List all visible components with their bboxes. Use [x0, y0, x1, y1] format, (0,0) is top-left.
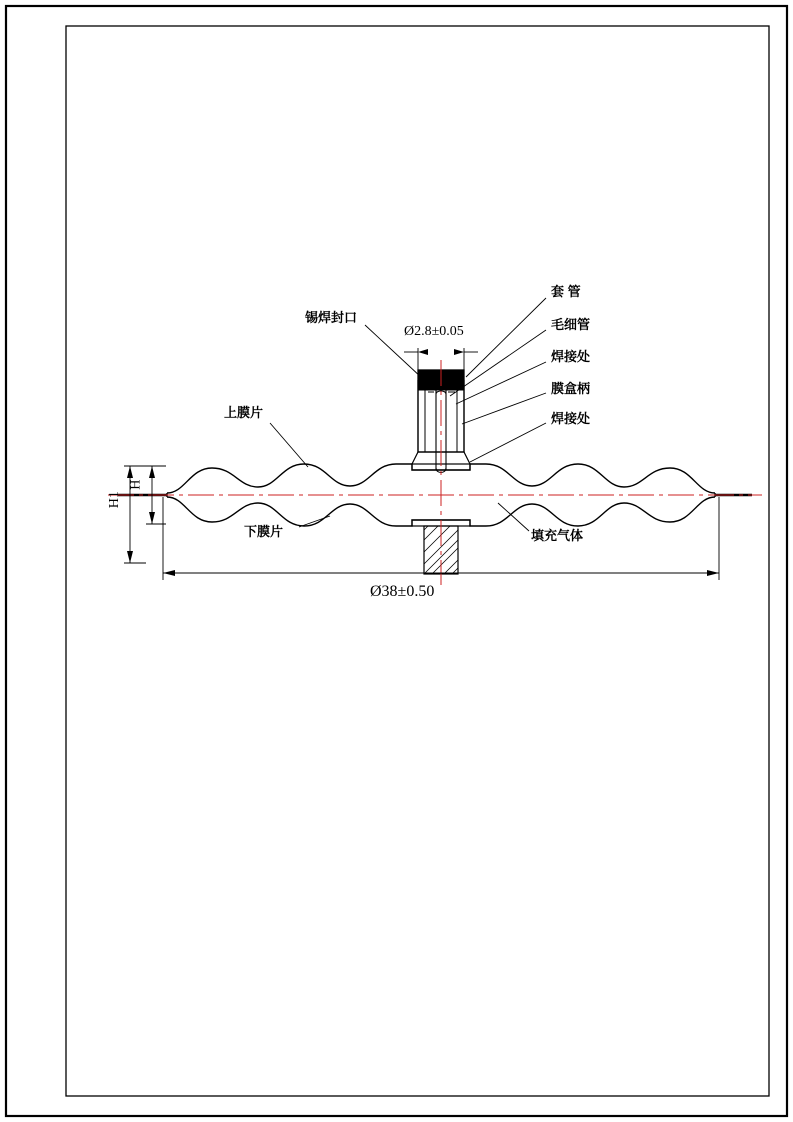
label-capillary-tube: 毛细管 — [551, 317, 591, 332]
label-weld-joint-2: 焊接处 — [551, 411, 591, 426]
outer-frame — [6, 6, 787, 1116]
inner-frame — [66, 26, 769, 1096]
label-solder-seal: 锡焊封口 — [305, 310, 358, 325]
dimension-text-diameter-2-8: Ø2.8±0.05 — [404, 324, 464, 339]
label-capsule-stem: 膜盒柄 — [551, 381, 591, 396]
label-lower-diaphragm: 下膜片 — [244, 524, 284, 539]
leader-sleeve — [466, 298, 546, 377]
label-upper-diaphragm: 上膜片 — [224, 405, 264, 420]
dimension-text-h1: H1 — [106, 491, 122, 509]
dimension-text-h: H — [128, 479, 144, 490]
leader-upper-diaphragm — [270, 423, 308, 467]
leader-lower-diaphragm — [299, 516, 330, 527]
leader-fill-gas — [498, 503, 529, 531]
label-fill-gas: 填充气体 — [531, 528, 584, 543]
label-weld-joint-1: 焊接处 — [551, 349, 591, 364]
leader-weld-2 — [470, 423, 546, 462]
leader-stem — [462, 393, 546, 424]
label-sleeve-tube: 套 管 — [551, 284, 581, 299]
dimension-text-diameter-38: Ø38±0.50 — [370, 583, 435, 600]
